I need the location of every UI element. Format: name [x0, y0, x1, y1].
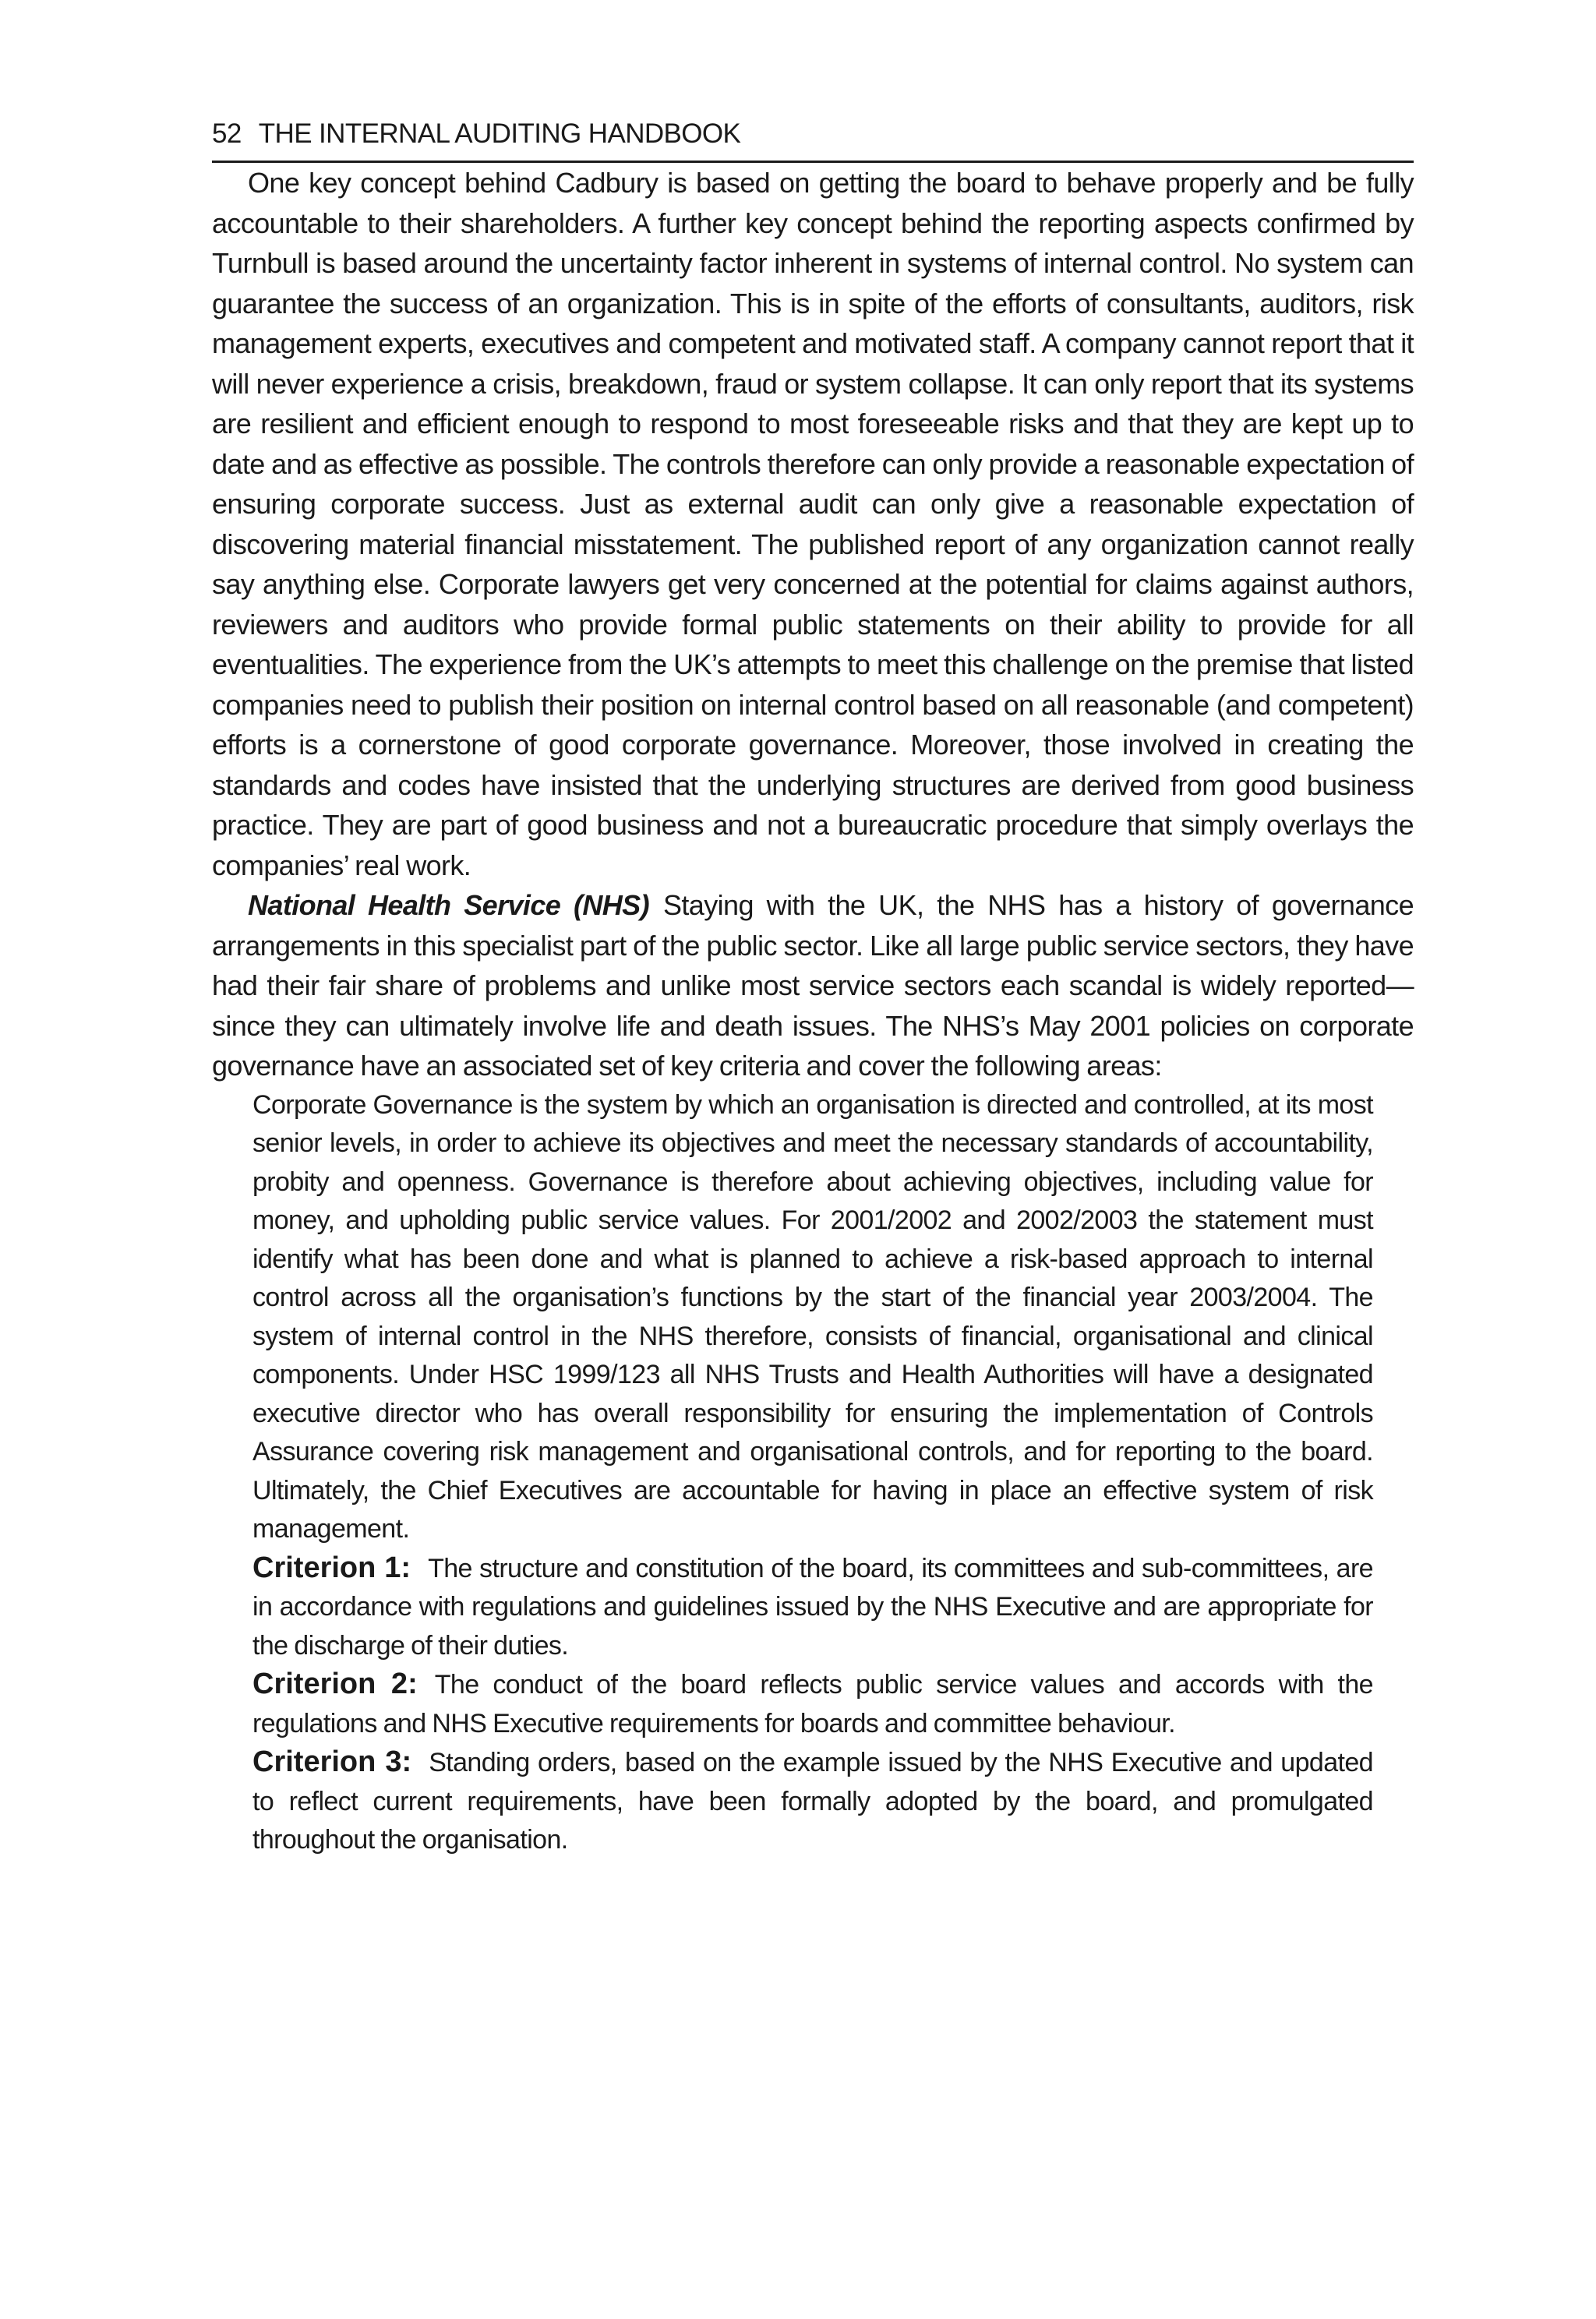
page-number: 52: [212, 118, 242, 149]
criterion-3-label: Criterion 3:: [252, 1745, 412, 1778]
body-text: [212, 163, 1414, 1086]
criterion-3-text: Standing orders, based on the example issued by the NHS Executive and updated to reflect current requirements, have been formally adopted by the board, and promulgated throughout the organisation.: [252, 1748, 1373, 1855]
criterion-2: [252, 1665, 1373, 1743]
nhs-section-heading: National Health Service (NHS): [248, 889, 649, 921]
book-page: [212, 118, 1414, 1860]
criterion-3: [252, 1743, 1373, 1860]
paragraph-cadbury-turnbull: One key concept behind Cadbury is based on getting the board to behave properly and be fully accountable to their shareholders. A further key concept behind the reporting aspects confirmed by Turnbull is based around the uncertainty factor inherent in systems of internal control. No system can guarantee the success of an organization. This is in spite of the efforts of consultants, auditors, risk management experts, executives and competent and motivated staff. A company cannot report that it will never experience a crisis, breakdown, fraud or system collapse. It can only report that its systems are resilient and efficient enough to respond to most foreseeable risks and that they are kept up to date and as effective as possible. The controls therefore can only provide a reasonable expectation of ensuring corporate success. Just as external audit can only give a reasonable expectation of discovering material financial misstatement. The published report of any organization cannot really say anything else. Corporate lawyers get very concerned at the potential for claims against authors, reviewers and auditors who provide formal public statements on their ability to provide for all eventualities. The experience from the UK’s attempts to meet this challenge on the premise that listed companies need to publish their position on internal control based on all reasonable (and competent) efforts is a cornerstone of good corporate governance. Moreover, those involved in creating the standards and codes have insisted that the underlying structures are derived from good business practice. They are part of good business and not a bureaucratic procedure that simply overlays the companies’ real work.: [212, 167, 1414, 881]
criterion-1-text: The structure and constitution of the board, its committees and sub-committees, are in accordance with regulations and guidelines issued by the NHS Executive and are appropriate for the discharge of their duties.: [252, 1553, 1373, 1661]
criterion-2-label: Criterion 2:: [252, 1668, 418, 1700]
book-title: THE INTERNAL AUDITING HANDBOOK: [258, 118, 741, 149]
criterion-1: [252, 1549, 1373, 1666]
paragraph-nhs: [212, 885, 1414, 1086]
criterion-1-label: Criterion 1:: [252, 1551, 411, 1584]
criterion-2-text: The conduct of the board reflects public service values and accords with the regulations and NHS Executive requirements for boards and committee behaviour.: [252, 1670, 1373, 1738]
nhs-section-text: Staying with the UK, the NHS has a history of governance arrangements in this specialist part of the public sector. Like all large public service sectors, they have had their fair share of problems and unlike most service sectors each scandal is widely reported—since they can ultimately involve life and death issues. The NHS’s May 2001 policies on corporate governance have an associated set of key criteria and cover the following areas:: [212, 889, 1414, 1082]
quote-corporate-governance: Corporate Governance is the system by which an organisation is directed and controlled, at its most senior levels, in order to achieve its objectives and meet the necessary standards of accountability, probity and openness. Governance is therefore about achieving objectives, including value for money, and upholding public service values. For 2001/2002 and 2002/2003 the statement must identify what has been done and what is planned to achieve a risk-based approach to internal control across all the organisation’s functions by the start of the financial year 2003/2004. The system of internal control in the NHS therefore, consists of financial, organisational and clinical components. Under HSC 1999/123 all NHS Trusts and Health Authorities will have a designated executive director who has overall responsibility for ensuring the implementation of Controls Assurance covering risk management and organisational controls, and for reporting to the board. Ultimately, the Chief Executives are accountable for having in place an effective system of risk management.: [252, 1089, 1373, 1544]
block-quote: [252, 1086, 1373, 1860]
running-head: [212, 118, 1414, 163]
